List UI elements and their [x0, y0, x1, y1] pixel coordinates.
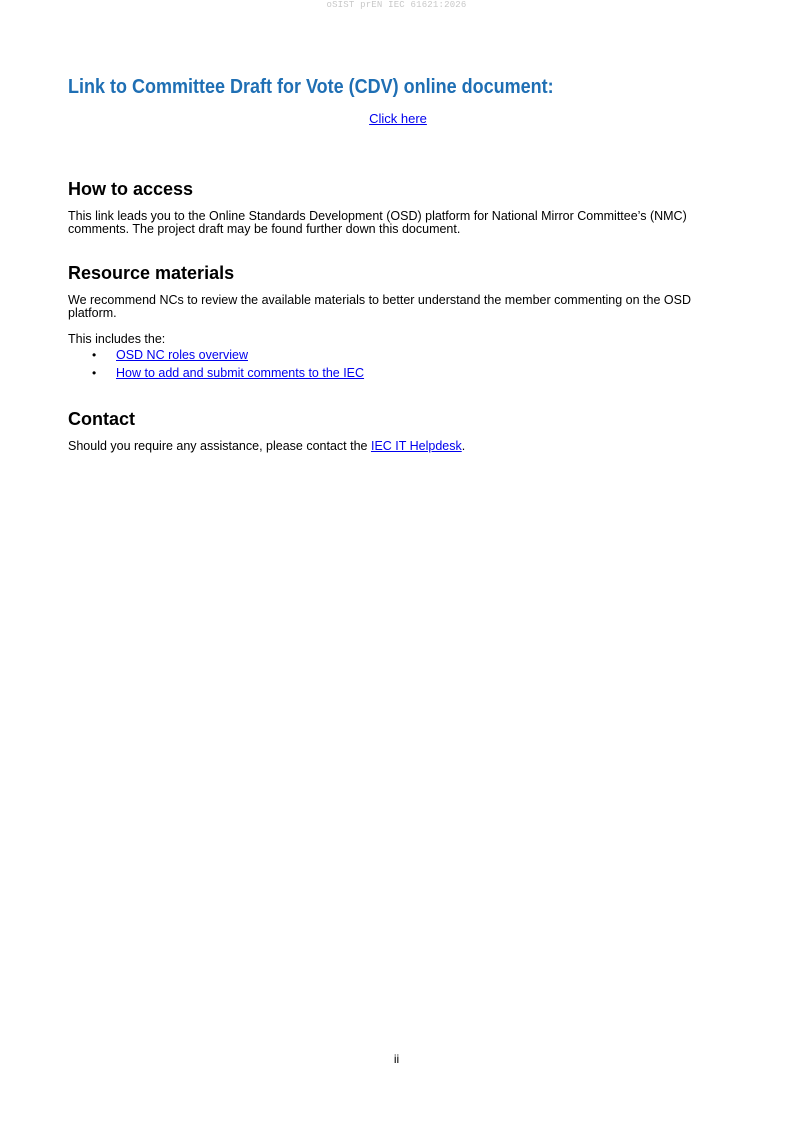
document-watermark: oSIST prEN IEC 61621:2026 — [326, 0, 467, 10]
resource-materials-heading: Resource materials — [68, 263, 235, 283]
list-item — [92, 364, 728, 382]
submit-comments-link[interactable]: How to add and submit comments to the IEC — [116, 366, 365, 380]
bullet-icon: • — [92, 366, 97, 380]
list-item — [92, 346, 728, 364]
how-to-access-text: This link leads you to the Online Standards Development (OSD) platform for National Mirror Committee’s (NMC) comments. The project draft may be found further down this document. — [68, 209, 687, 236]
document-body — [68, 74, 728, 453]
resource-materials-text: We recommend NCs to review the available materials to better understand the member commenting on the OSD platform. — [68, 293, 691, 320]
how-to-access-heading: How to access — [68, 179, 194, 199]
contact-text-before: Should you require any assistance, please contact the — [68, 439, 371, 453]
osd-nc-roles-link[interactable]: OSD NC roles overview — [116, 348, 248, 362]
contact-text-after: . — [461, 439, 466, 453]
bullet-icon: • — [92, 348, 97, 362]
click-here-link[interactable]: Click here — [369, 111, 427, 126]
includes-label: This includes the: — [68, 332, 166, 346]
cdv-title: Link to Committee Draft for Vote (CDV) online document: — [68, 76, 554, 98]
iec-it-helpdesk-link[interactable]: IEC IT Helpdesk — [370, 439, 462, 453]
contact-heading: Contact — [68, 409, 135, 429]
page-number: ii — [393, 1052, 400, 1066]
cdv-link-container — [68, 111, 728, 127]
resource-list — [68, 346, 728, 382]
contact-text — [68, 440, 728, 453]
